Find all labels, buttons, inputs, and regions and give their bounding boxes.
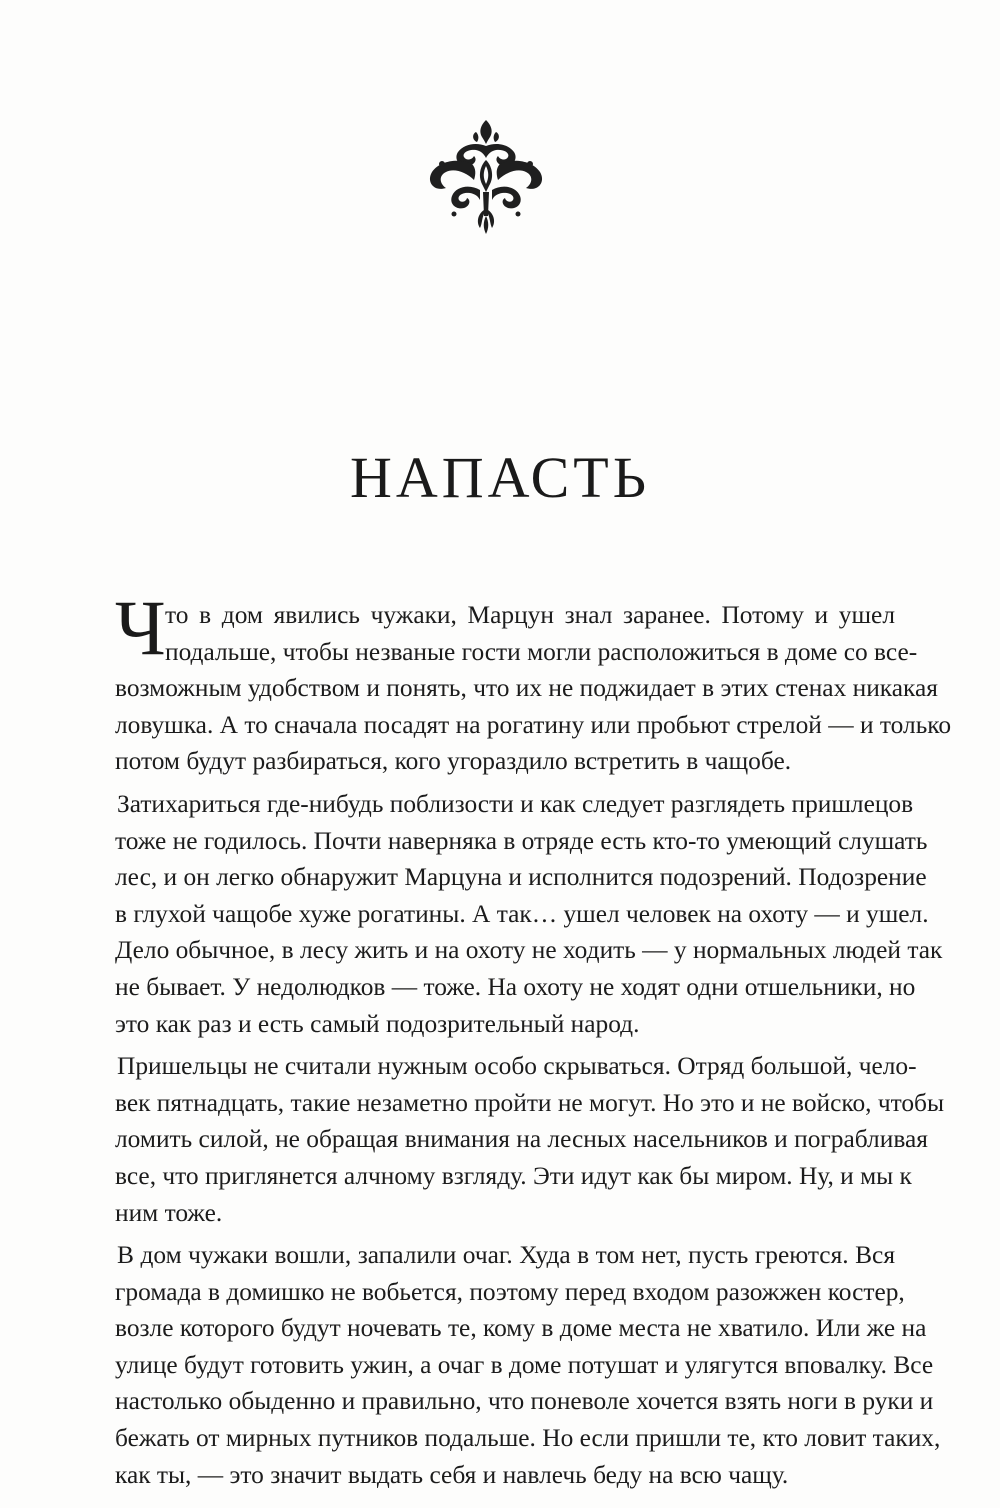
text-line: все, что приглянется алчному взгляду. Эти идут как бы миром. Ну, и мы к xyxy=(115,1161,912,1190)
text-line: возле которого будут ночевать те, кому в доме места не хватило. Или же на xyxy=(115,1314,927,1343)
drop-cap: Ч xyxy=(115,584,166,671)
text-line: тоже не годилось. Почти наверняка в отряде есть кто-то умеющий слушать xyxy=(115,826,928,855)
paragraph-1 xyxy=(115,584,952,780)
text-line: подальше, чтобы незваные гости могли расположиться в доме со все- xyxy=(165,637,918,666)
text-line: В дом чужаки вошли, запалили очаг. Худа в том нет, пусть греются. Вся xyxy=(117,1241,895,1270)
text-line: как ты, — это значит выдать себя и навлечь беду на всю чащу. xyxy=(115,1460,789,1489)
text-line: бежать от мирных путников подальше. Но если пришли те, кто ловит таких, xyxy=(115,1424,941,1453)
text-line: потом будут разбираться, кого угораздило встретить в чащобе. xyxy=(115,747,792,776)
text-line: ловушка. А то сначала посадят на рогатину или пробьют стрелой — и только xyxy=(115,710,952,739)
paragraph-2 xyxy=(115,786,943,1042)
paragraph-4 xyxy=(115,1237,941,1493)
text-line: ломить силой, не обращая внимания на лесных насельников и пограбливая xyxy=(115,1125,928,1154)
text-line: возможным удобством и понять, что их не поджидает в этих стенах никакая xyxy=(115,674,938,703)
text-line: век пятнадцать, такие незаметно пройти не могут. Но это и не войско, чтобы xyxy=(115,1088,945,1117)
paragraph-3 xyxy=(115,1048,945,1231)
text-line: лес, и он легко обнаружит Марцуна и исполнится подозрений. Подозрение xyxy=(115,863,927,892)
text-line: Затихариться где-нибудь поблизости и как следует разглядеть пришлецов xyxy=(117,789,914,818)
text-line: это как раз и есть самый подозрительный народ. xyxy=(115,1009,640,1038)
floral-ornament-icon xyxy=(424,118,548,236)
text-line: настолько обыденно и правильно, что поневоле хочется взять ноги в руки и xyxy=(115,1387,934,1416)
text-line: Пришельцы не считали нужным особо скрываться. Отряд большой, чело- xyxy=(117,1052,917,1081)
text-line: Дело обычное, в лесу жить и на охоту не ходить — у нормальных людей так xyxy=(115,936,943,965)
text-line: то в дом явились чужаки, Марцун знал заранее. Потому и ушел xyxy=(165,601,895,629)
text-line: ним тоже. xyxy=(115,1198,223,1227)
text-line: в глухой чащобе хуже рогатины. А так… ушел человек на охоту — и ушел. xyxy=(115,899,929,928)
text-line: громада в домишко не вобьется, поэтому перед входом разожжен костер, xyxy=(115,1277,905,1306)
text-line: улице будут готовить ужин, а очаг в доме потушат и улягутся вповалку. Все xyxy=(115,1350,934,1379)
chapter-text xyxy=(115,584,952,1493)
text-line: не бывает. У недолюдков — тоже. На охоту не ходят одни отшельники, но xyxy=(115,972,916,1001)
chapter-title: НАПАСТЬ xyxy=(349,445,651,510)
